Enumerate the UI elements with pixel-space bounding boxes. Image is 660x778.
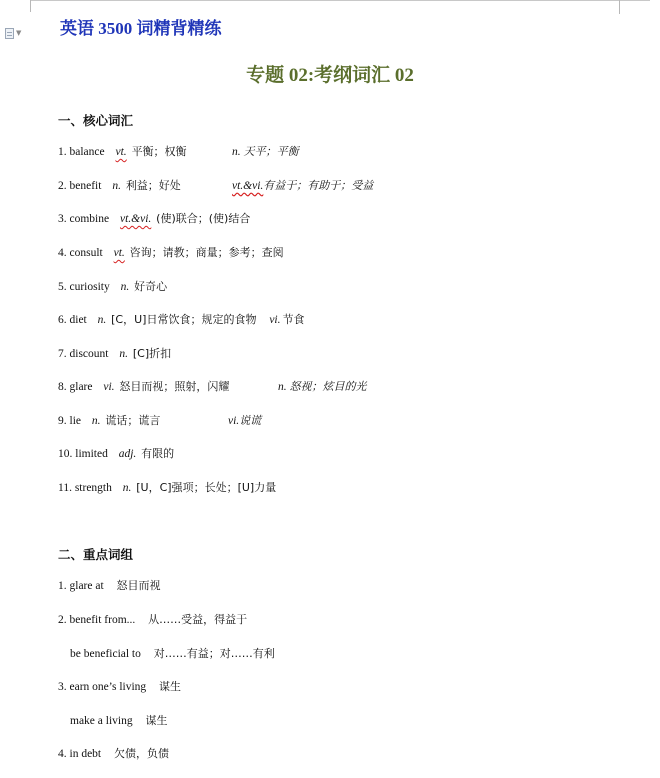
entry-meaning: [C]折扣	[132, 347, 172, 360]
entry-pos: n.	[97, 314, 107, 326]
entry-number: 7.	[58, 348, 67, 360]
entry-number: 9.	[58, 415, 67, 427]
phrase-english: 2. benefit from...	[58, 614, 136, 626]
phrase-entry	[70, 646, 275, 662]
vocab-entry	[58, 446, 174, 462]
vocab-entry	[58, 379, 367, 395]
entry-meaning: (使)联合；(使)结合	[156, 212, 251, 225]
entry-word: benefit	[69, 180, 102, 192]
vocab-entry	[58, 279, 167, 295]
entry-number: 6.	[58, 314, 67, 326]
entry-meaning: 利益；好处	[125, 179, 181, 192]
section-heading-phrases: 二、重点词组	[58, 548, 134, 562]
entry-meaning: [U，C]强项；长处；[U]力量	[136, 481, 277, 494]
phrase-english: make a living	[70, 715, 133, 727]
entry-word: discount	[69, 348, 109, 360]
entry-meaning-2: 节食	[282, 313, 305, 326]
entry-pos: vt.	[113, 247, 125, 259]
entry-pos-2: vt.&vi.有益于；有助于；受益	[232, 179, 374, 192]
entry-meaning: 有限的	[141, 447, 175, 460]
page-left-border	[30, 0, 31, 12]
entry-word: consult	[69, 247, 103, 259]
phrase-english: 3. earn one’s living	[58, 681, 147, 693]
entry-pos-2: n. 怒视；炫目的光	[278, 380, 367, 393]
page-icon	[5, 28, 14, 39]
entry-pos: n.	[91, 415, 101, 427]
entry-meaning: [C，U]日常饮食；规定的食物	[111, 313, 257, 326]
entry-word: diet	[69, 314, 87, 326]
vocab-entry	[58, 178, 374, 194]
entry-number: 2.	[58, 180, 67, 192]
entry-meaning: 怒目而视；照射，闪耀	[119, 380, 230, 393]
header-title: 英语 3500 词精背精练	[60, 19, 222, 38]
phrase-english: be beneficial to	[70, 648, 141, 660]
entry-word: limited	[75, 448, 108, 460]
phrase-entry	[58, 746, 169, 762]
phrase-chinese: 从……受益，得益于	[148, 613, 248, 626]
entry-number: 1.	[58, 146, 67, 158]
vocab-entry	[58, 245, 284, 261]
entry-pos: n.	[119, 348, 128, 360]
page-right-border	[619, 0, 620, 14]
entry-meaning: 好奇心	[134, 280, 168, 293]
page-top-border	[30, 0, 650, 1]
chevron-down-icon: ▼	[16, 28, 22, 37]
phrase-entry	[70, 713, 167, 729]
phrase-chinese: 怒目而视	[116, 579, 161, 592]
phrase-chinese: 对……有益；对……有利	[153, 647, 275, 660]
phrase-entry	[58, 679, 181, 695]
entry-pos: vt.&vi.	[119, 213, 152, 225]
entry-pos: vt.	[115, 146, 127, 158]
phrase-entry	[58, 578, 161, 594]
phrase-chinese: 谋生	[145, 714, 168, 727]
entry-pos-2: n. 天平；平衡	[232, 145, 299, 158]
entry-number: 4.	[58, 247, 67, 259]
entry-word: strength	[74, 482, 112, 494]
vocab-entry	[58, 413, 262, 429]
entry-pos: n.	[112, 180, 121, 192]
vocab-entry	[58, 312, 305, 328]
entry-pos: adj.	[118, 448, 137, 460]
entry-meaning: 咨询；请教；商量；参考；查阅	[129, 246, 284, 259]
entry-word: lie	[69, 415, 81, 427]
entry-meaning: 谎话；谎言	[105, 414, 161, 427]
vocab-entry	[58, 211, 250, 227]
section-heading-core: 一、核心词汇	[58, 114, 134, 128]
entry-pos: n.	[122, 482, 132, 494]
entry-number: 10.	[58, 448, 73, 460]
phrase-chinese: 谋生	[159, 680, 182, 693]
entry-pos-2: vi.说谎	[228, 414, 262, 427]
entry-number: 3.	[58, 213, 67, 225]
entry-word: balance	[69, 146, 105, 158]
entry-pos-2: vi.	[269, 314, 281, 326]
phrase-chinese: 欠债，负债	[114, 747, 169, 760]
entry-word: combine	[69, 213, 110, 225]
vocab-entry	[58, 480, 276, 496]
document-title: 专题 02:考纲词汇 02	[246, 65, 414, 86]
phrase-english: 1. glare at	[58, 580, 104, 592]
entry-meaning: 平衡；权衡	[131, 145, 187, 158]
entry-word: glare	[69, 381, 93, 393]
document-outline-icon[interactable]	[5, 26, 27, 40]
entry-number: 8.	[58, 381, 67, 393]
entry-number: 11.	[58, 482, 72, 494]
vocab-entry	[58, 144, 299, 160]
vocab-entry	[58, 346, 171, 362]
entry-pos: vi.	[103, 381, 115, 393]
phrase-entry	[58, 612, 247, 628]
entry-number: 5.	[58, 281, 67, 293]
entry-pos: n.	[120, 281, 130, 293]
entry-word: curiosity	[69, 281, 110, 293]
phrase-english: 4. in debt	[58, 748, 102, 760]
